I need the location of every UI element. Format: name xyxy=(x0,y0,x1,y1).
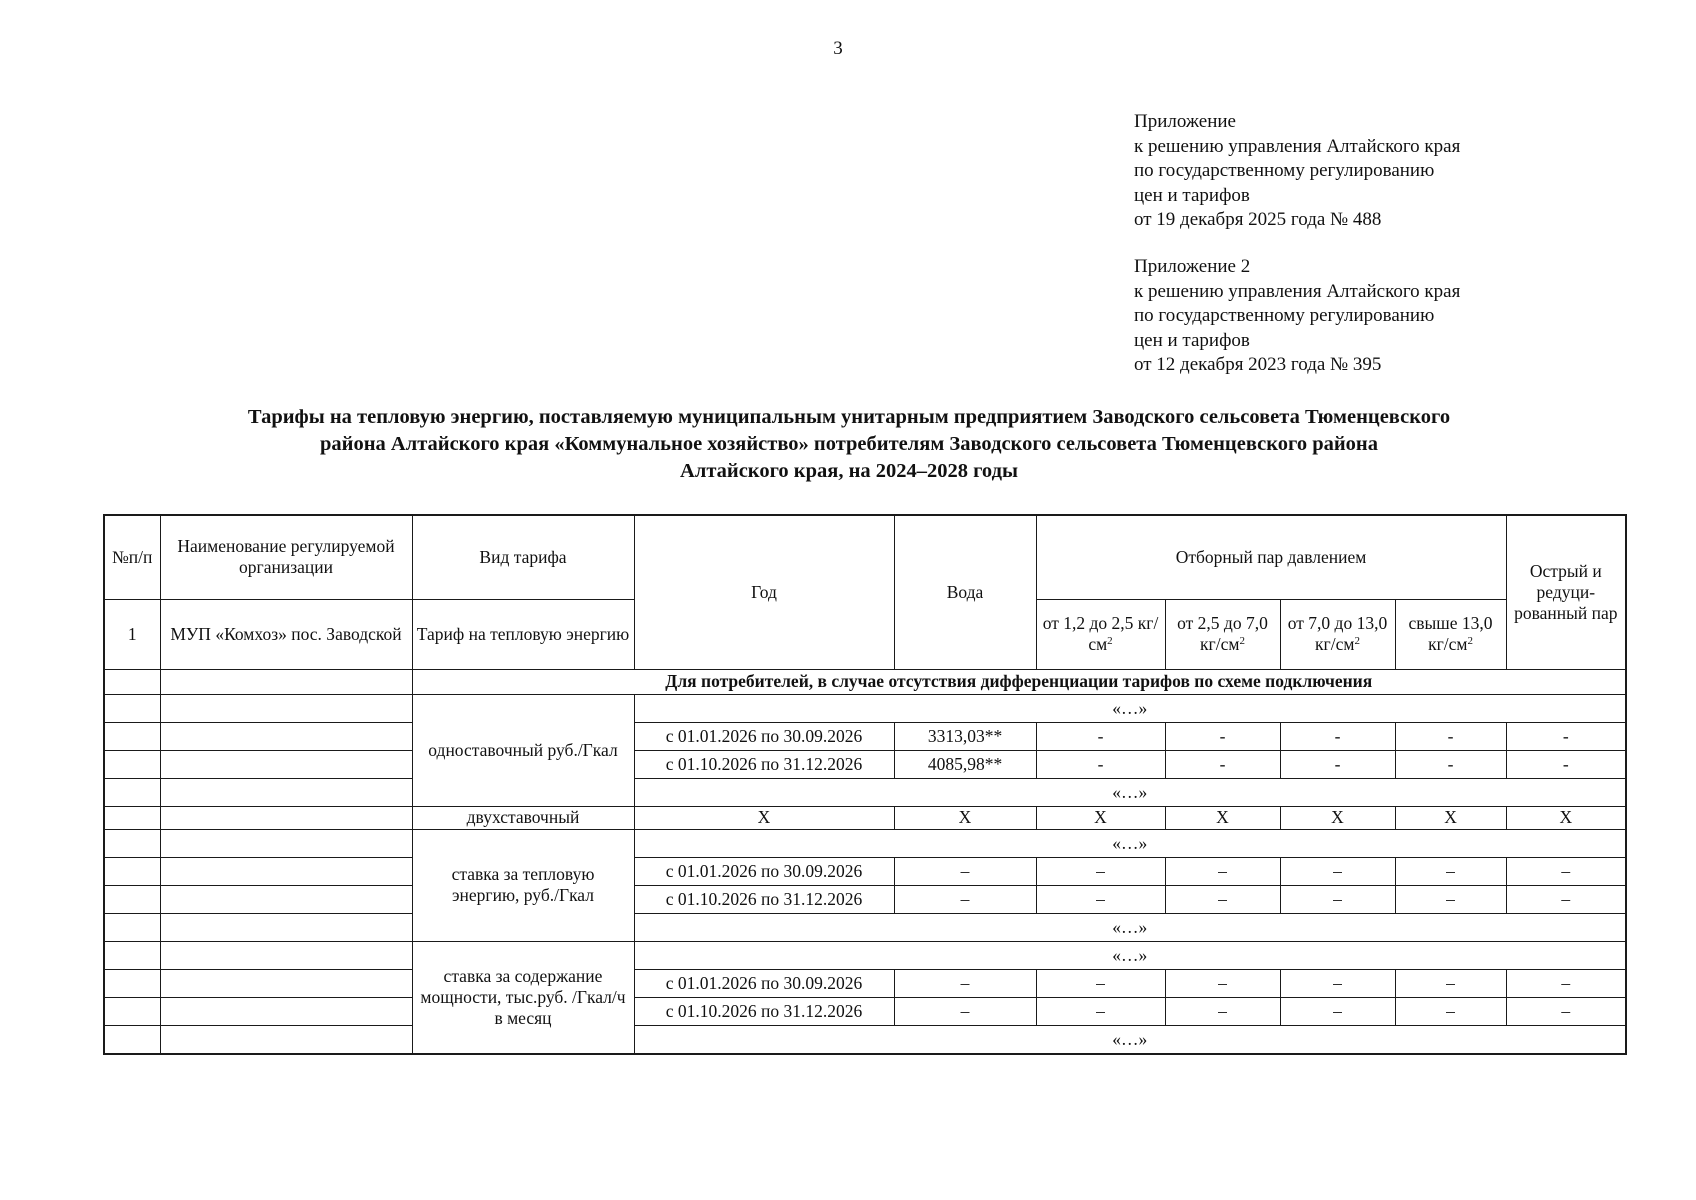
title-line: района Алтайского края «Коммунальное хозяйство» потребителям Заводского сельсовета Тюменцевского района xyxy=(319,433,1378,455)
two-rate-label: двухставочный xyxy=(412,806,634,829)
appendix-line: цен и тарифов xyxy=(1134,329,1250,351)
period-cell: с 01.01.2026 по 30.09.2026 xyxy=(634,857,894,885)
water-cell: – xyxy=(894,885,1036,913)
table-row xyxy=(104,722,1626,750)
steam-1-cell: – xyxy=(1036,885,1165,913)
steam-4-cell: – xyxy=(1395,857,1506,885)
period-cell: с 01.10.2026 по 31.12.2026 xyxy=(634,750,894,778)
steam-1-cell: - xyxy=(1036,750,1165,778)
sharp-steam-cell: – xyxy=(1506,969,1626,997)
period-cell: с 01.01.2026 по 30.09.2026 xyxy=(634,722,894,750)
steam-2-cell: – xyxy=(1165,857,1280,885)
org-row-num: 1 xyxy=(104,599,160,669)
header-water: Вода xyxy=(894,515,1036,669)
ellipsis: «…» xyxy=(634,778,1626,806)
org-name: МУП «Комхоз» пос. Заводской xyxy=(160,599,412,669)
sharp-steam-cell: – xyxy=(1506,997,1626,1025)
ellipsis: «…» xyxy=(634,694,1626,722)
appendix-line: Приложение 2 xyxy=(1134,256,1251,277)
steam-3-cell: - xyxy=(1280,750,1395,778)
document-title xyxy=(104,404,1594,485)
appendix-line: от 19 декабря 2025 года № 488 xyxy=(1134,209,1382,230)
table-row xyxy=(104,778,1626,806)
table-row xyxy=(104,1025,1626,1054)
steam-4-cell: - xyxy=(1395,722,1506,750)
single-rate-label: одноставочный руб./Гкал xyxy=(412,694,634,806)
steam-1-cell: – xyxy=(1036,997,1165,1025)
table-row xyxy=(104,885,1626,913)
water-cell: – xyxy=(894,969,1036,997)
header-tariff-type: Вид тарифа xyxy=(412,515,634,599)
capacity-rate-label: ставка за содержание мощности, тыс.руб. /Гкал/ч в месяц xyxy=(412,941,634,1054)
org-tariff: Тариф на тепловую энергию xyxy=(412,599,634,669)
appendix-line: к решению управления Алтайского края xyxy=(1134,280,1461,302)
two-rate-cell: Х xyxy=(1506,806,1626,829)
appendix-previous xyxy=(1134,255,1594,378)
water-cell: – xyxy=(894,997,1036,1025)
section-title: Для потребителей, в случае отсутствия дифференциации тарифов по схеме подключения xyxy=(412,669,1626,694)
header-steam-group: Отборный пар давлением xyxy=(1036,515,1506,599)
section-row xyxy=(104,669,1626,694)
table-row xyxy=(104,857,1626,885)
ellipsis: «…» xyxy=(634,913,1626,941)
header-steam-3: от 7,0 до 13,0 $кг/см^2$ xyxy=(1280,599,1395,669)
energy-rate-label: ставка за тепловую энергию, руб./Гкал xyxy=(412,829,634,941)
two-rate-cell: Х xyxy=(894,806,1036,829)
table-row xyxy=(104,694,1626,722)
appendix-line: по государственному регулированию xyxy=(1134,305,1435,326)
two-rate-cell: Х xyxy=(1280,806,1395,829)
period-cell: с 01.01.2026 по 30.09.2026 xyxy=(634,969,894,997)
steam-4-cell: – xyxy=(1395,969,1506,997)
period-cell: с 01.10.2026 по 31.12.2026 xyxy=(634,997,894,1025)
steam-3-cell: – xyxy=(1280,969,1395,997)
steam-2-cell: – xyxy=(1165,885,1280,913)
steam-4-cell: - xyxy=(1395,750,1506,778)
steam-1-cell: – xyxy=(1036,969,1165,997)
water-cell: 3313,03** xyxy=(894,722,1036,750)
table-header-row xyxy=(104,515,1626,599)
steam-2-cell: – xyxy=(1165,997,1280,1025)
title-line: Алтайского края, на 2024–2028 годы xyxy=(680,460,1018,482)
table-row xyxy=(104,913,1626,941)
tariff-table xyxy=(103,514,1627,1055)
steam-2-cell: - xyxy=(1165,722,1280,750)
appendix-current xyxy=(1134,110,1594,233)
table-row xyxy=(104,941,1626,969)
table-row xyxy=(104,997,1626,1025)
steam-2-cell: - xyxy=(1165,750,1280,778)
sharp-steam-cell: – xyxy=(1506,857,1626,885)
header-sharp-steam: Острый и редуци-рованный пар xyxy=(1506,515,1626,669)
sharp-steam-cell: – xyxy=(1506,885,1626,913)
two-rate-cell: Х xyxy=(1165,806,1280,829)
steam-4-cell: – xyxy=(1395,885,1506,913)
sharp-steam-cell: - xyxy=(1506,750,1626,778)
steam-3-cell: – xyxy=(1280,857,1395,885)
appendix-line: Приложение xyxy=(1134,111,1236,132)
sharp-steam-cell: - xyxy=(1506,722,1626,750)
header-num: №п/п xyxy=(104,515,160,599)
period-cell: с 01.10.2026 по 31.12.2026 xyxy=(634,885,894,913)
header-steam-2: от 2,5 до 7,0 $кг/см^2$ xyxy=(1165,599,1280,669)
steam-1-cell: - xyxy=(1036,722,1165,750)
title-line: Тарифы на тепловую энергию, поставляемую муниципальным унитарным предприятием Заводского сельсовета Тюменцевского xyxy=(247,406,1451,428)
steam-1-cell: – xyxy=(1036,857,1165,885)
appendix-line: цен и тарифов xyxy=(1134,184,1250,206)
table-row xyxy=(104,750,1626,778)
steam-3-cell: - xyxy=(1280,722,1395,750)
steam-3-cell: – xyxy=(1280,997,1395,1025)
water-cell: – xyxy=(894,857,1036,885)
table-row xyxy=(104,969,1626,997)
appendix-line: к решению управления Алтайского края xyxy=(1134,135,1461,157)
two-rate-cell: Х xyxy=(634,806,894,829)
appendix-line: от 12 декабря 2023 года № 395 xyxy=(1134,354,1382,375)
ellipsis: «…» xyxy=(634,941,1626,969)
steam-4-cell: – xyxy=(1395,997,1506,1025)
table-row xyxy=(104,806,1626,829)
header-year: Год xyxy=(634,515,894,669)
appendix-line: по государственному регулированию xyxy=(1134,160,1435,181)
water-cell: 4085,98** xyxy=(894,750,1036,778)
two-rate-cell: Х xyxy=(1036,806,1165,829)
page-number: 3 xyxy=(833,38,843,59)
steam-2-cell: – xyxy=(1165,969,1280,997)
table-row xyxy=(104,829,1626,857)
steam-3-cell: – xyxy=(1280,885,1395,913)
header-org: Наименование регулируемой организации xyxy=(160,515,412,599)
ellipsis: «…» xyxy=(634,829,1626,857)
header-steam-1: от 1,2 до 2,5 $кг/см^2$ xyxy=(1036,599,1165,669)
ellipsis: «…» xyxy=(634,1025,1626,1054)
two-rate-cell: Х xyxy=(1395,806,1506,829)
header-steam-4: свыше 13,0 $кг/см^2$ xyxy=(1395,599,1506,669)
